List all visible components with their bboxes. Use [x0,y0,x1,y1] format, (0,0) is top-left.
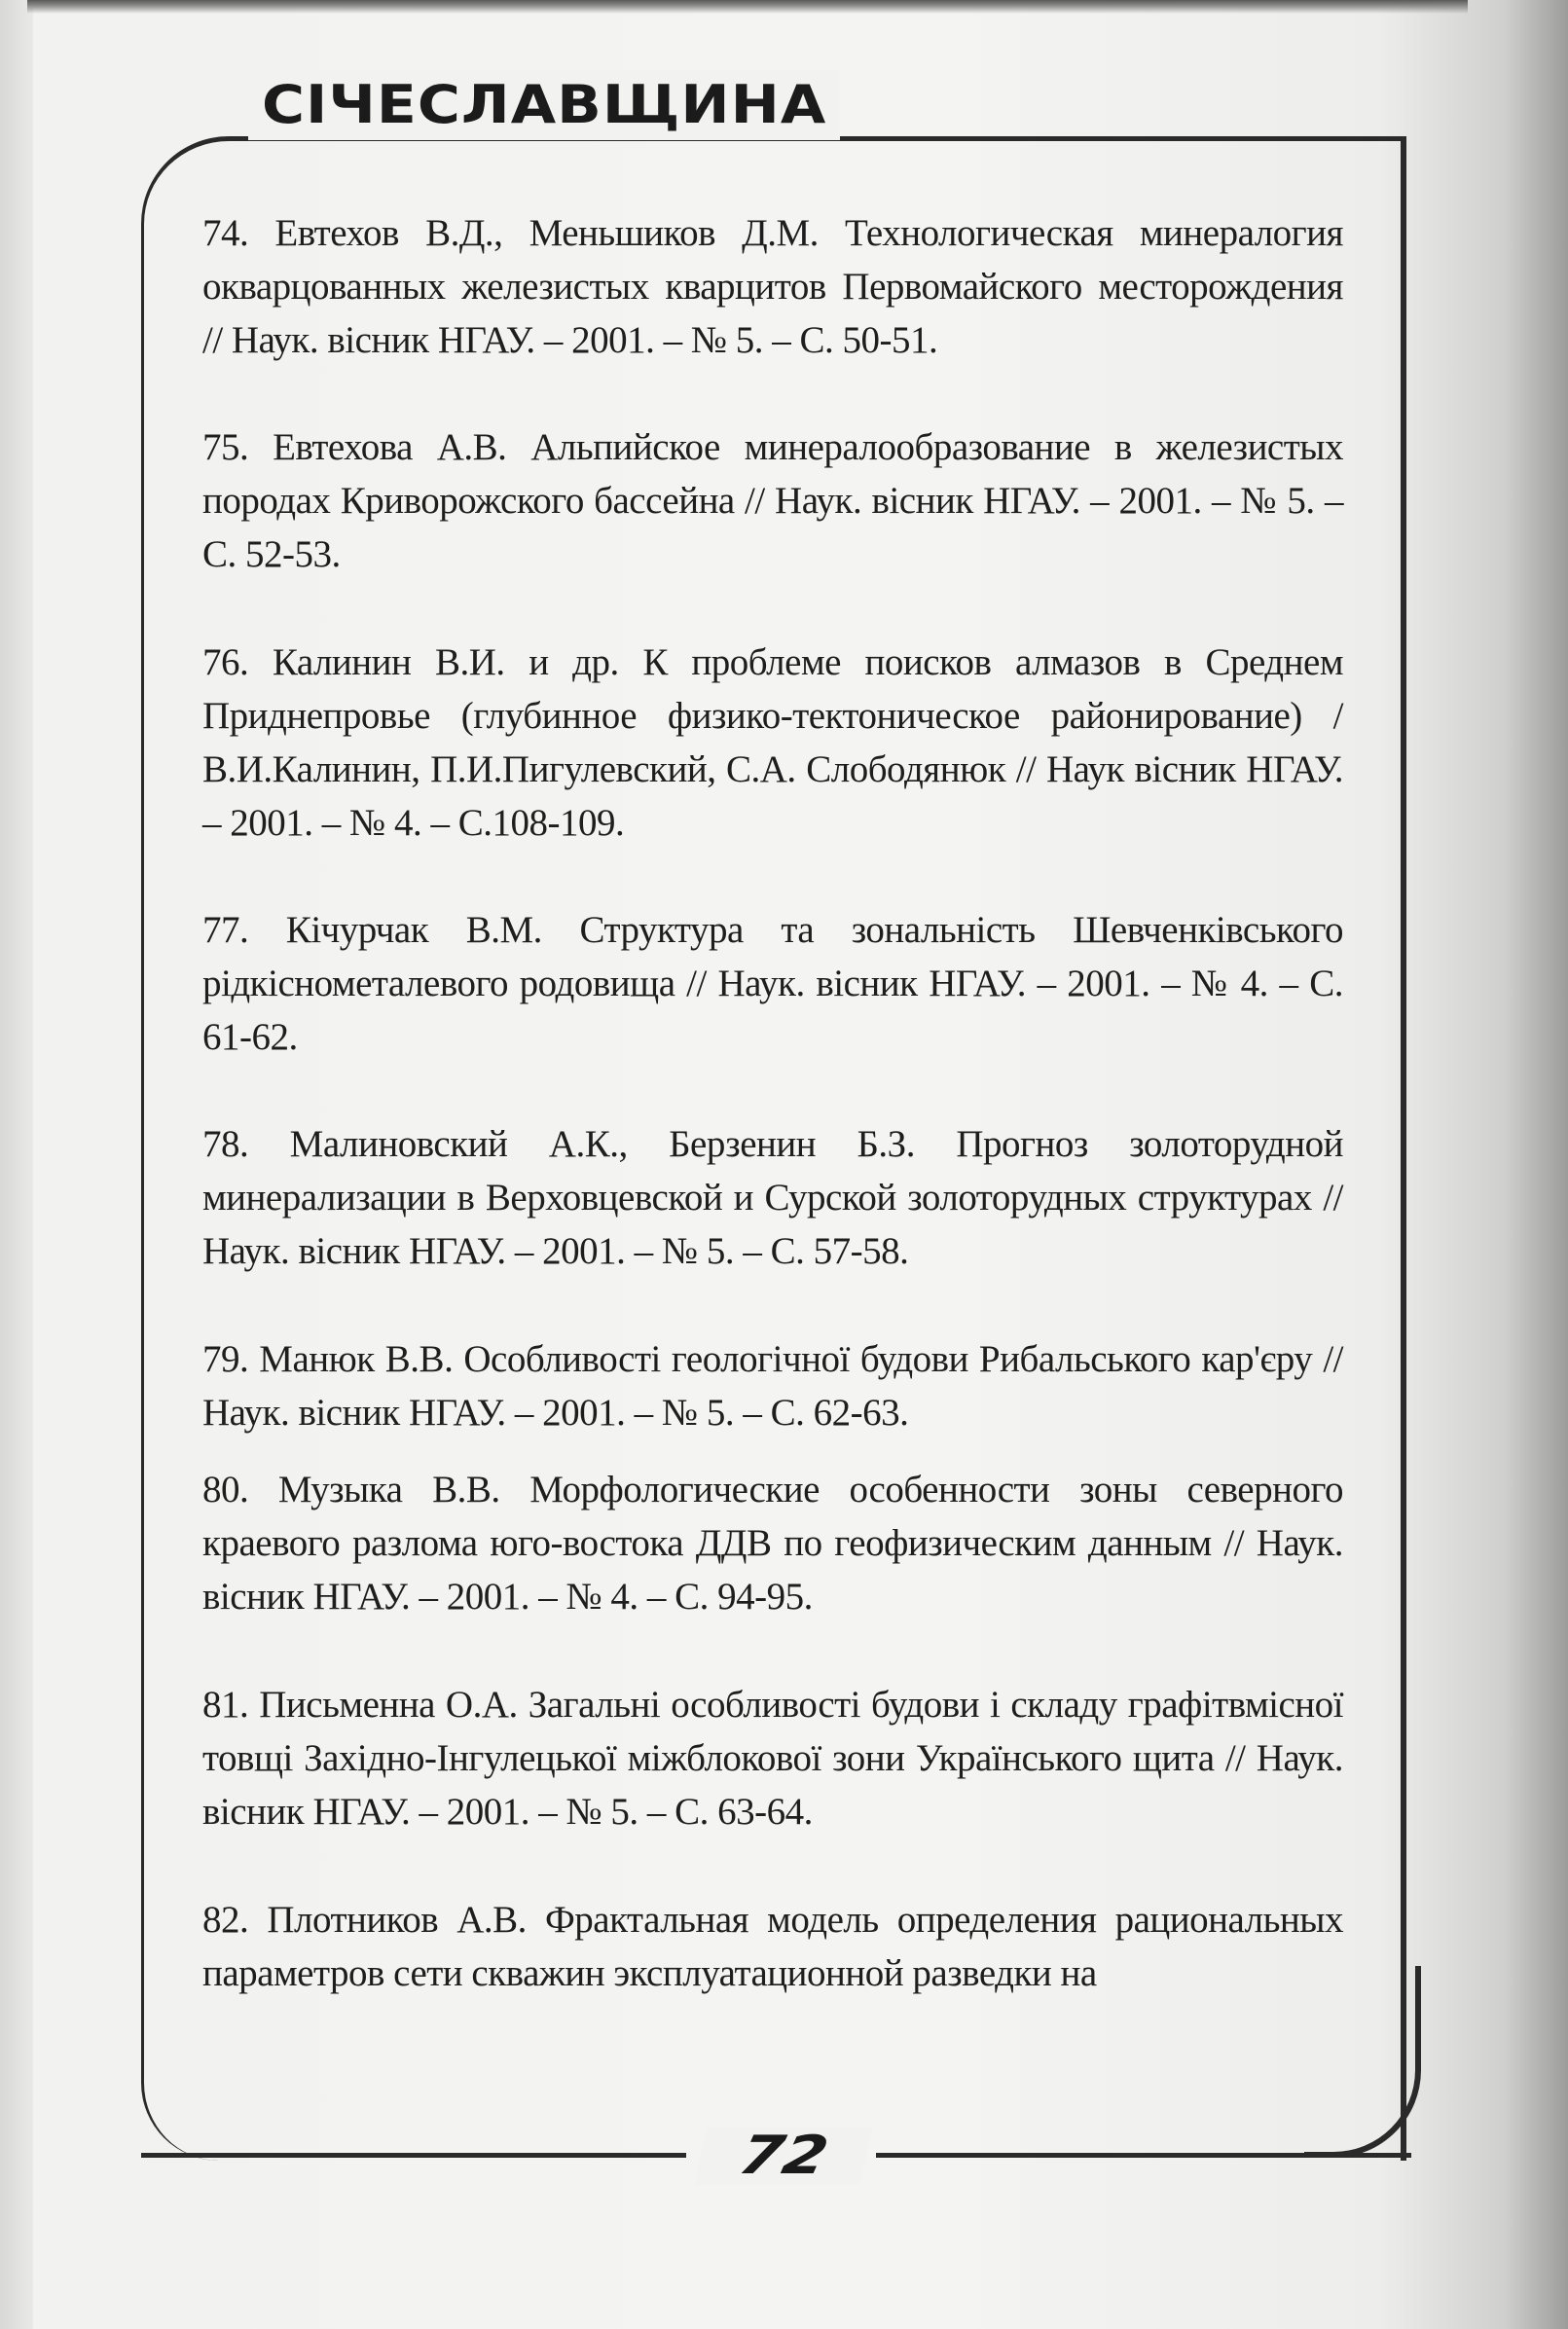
page-top-edge [27,0,1468,14]
bibliography-entry: 79. Манюк В.В. Особливості геологічної будови Рибальського кар'єру // Наук. вісник НГАУ. – 2001. – № 5. – С. 62-63. [202,1338,1343,1434]
page-number: 72 [695,2127,873,2185]
bibliography-entry: 78. Малиновский А.К., Берзенин Б.З. Прогноз золоторудной минерализации в Верховцевской и Сурской золоторудных структурах // Наук. вісник НГАУ. – 2001. – № 5. – С. 57-58. [202,1123,1343,1272]
bibliography-entry: 76. Калинин В.И. и др. К проблеме поисков алмазов в Среднем Приднепровье (глубинное физико-тектоническое районирование) / В.И.Калинин, П.И.Пигулевский, С.А. Слободянюк // Наук вісник НГАУ. – 2001. – № 4. – С.108-109. [202,641,1343,844]
bibliography-entry: 80. Музыка В.В. Морфологические особенности зоны северного краевого разлома юго-востока ДДВ по геофизическим данным // Наук. вісник НГАУ. – 2001. – № 4. – С. 94-95. [202,1469,1343,1618]
bibliography-entry: 77. Кічурчак В.М. Структура та зональність Шевченківського рідкіснометалевого родовища // Наук. вісник НГАУ. – 2001. – № 4. – С. 61-62. [202,909,1343,1058]
bibliography-entry: 74. Евтехов В.Д., Меньшиков Д.М. Технологическая минералогия окварцованных железистых кварцитов Первомайского месторождения // Наук. вісник НГАУ. – 2001. – № 5. – С. 50-51. [202,212,1343,361]
bibliography-list [202,206,1343,2000]
header-logo: СІЧЕСЛАВЩИНА [248,70,840,140]
bibliography-entry: 75. Евтехова А.В. Альпийское минералообразование в железистых породах Криворожского бассейна // Наук. вісник НГАУ. – 2001. – № 5. – С. 52-53. [202,426,1343,575]
page-frame-bottom-left [141,2153,686,2158]
bibliography-entry: 81. Письменна О.А. Загальні особливості будови і складу графітвмісної товщі Західно-Інгулецької міжблокової зони Українського щита // Наук. вісник НГАУ. – 2001. – № 5. – С. 63-64. [202,1684,1343,1833]
page-frame-bottom-right [876,2153,1411,2158]
bibliography-entry: 82. Плотников А.В. Фрактальная модель определения рациональных параметров сети скважин эксплуатационной разведки на [202,1899,1343,1994]
page-gutter [0,0,33,2329]
